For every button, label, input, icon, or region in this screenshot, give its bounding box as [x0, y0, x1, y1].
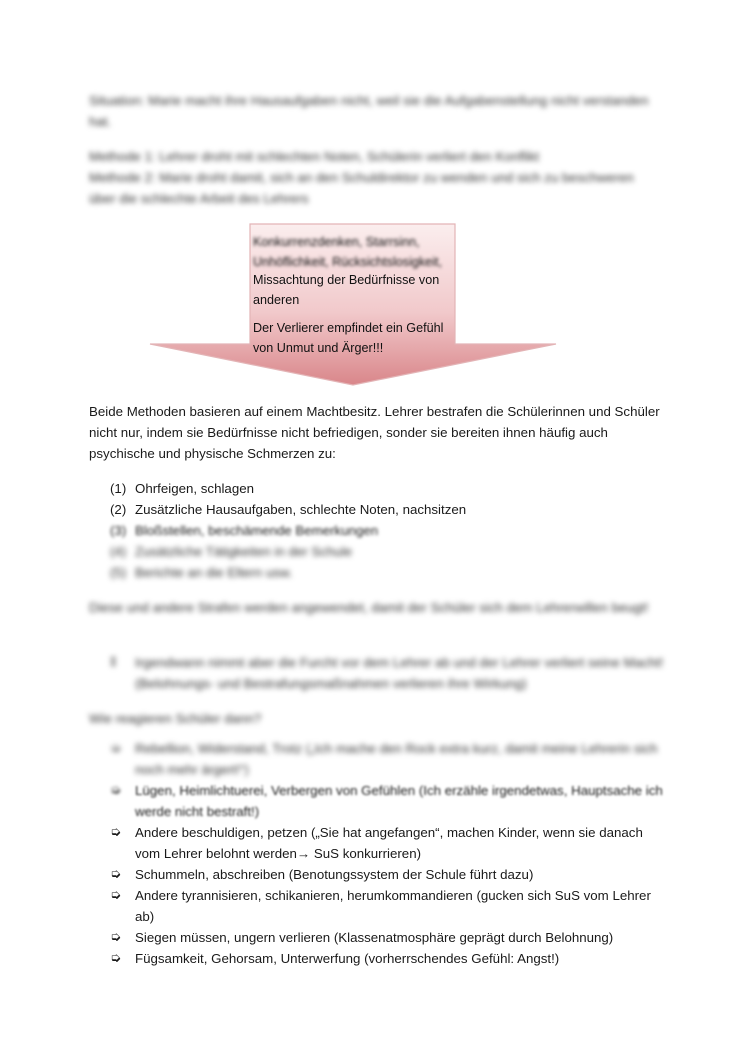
main-paragraph: Beide Methoden basieren auf einem Machtbesitz. Lehrer bestrafen die Schülerinnen und Schüler nicht nur, indem sie Bedürfnisse nicht befriedigen, sonder sie bereiten ihnen häufig auch psychische und physische Schmerzen zu:	[89, 404, 660, 461]
arrow-bullet-icon: ➭	[110, 930, 121, 945]
list-text: Berichte an die Eltern usw.	[135, 565, 293, 580]
method-2-text: Methode 2: Marie droht damit, sich an den Schuldirektor zu wenden und sich zu beschweren über die schlechte Arbeit des Lehrers	[89, 170, 634, 206]
list-number: (5)	[110, 565, 127, 580]
list-text: Bloßstellen, beschämende Bemerkungen	[135, 523, 379, 538]
note-item	[110, 652, 670, 694]
list-item	[110, 499, 670, 520]
dagger-icon: ‡	[110, 655, 117, 670]
arrow-bullet-icon: ➭	[110, 825, 121, 840]
numbered-list	[110, 478, 670, 583]
list-item	[110, 822, 670, 864]
list-text: Lügen, Heimlichtuerei, Verbergen von Gefühlen (Ich erzähle irgendetwas, Hauptsache ich werde nicht bestraft!)	[135, 783, 663, 819]
list-number: (4)	[110, 544, 127, 559]
list-text: Schummeln, abschreiben (Benotungssystem der Schule führt dazu)	[135, 867, 534, 882]
list-item	[110, 562, 670, 583]
down-arrow-graphic	[148, 222, 558, 387]
list-text: Rebellion, Widerstand, Trotz („Ich mache den Rock extra kurz, damit meine Lehrerin sich noch mehr ärgert!“)	[135, 741, 658, 777]
list-number: (2)	[110, 502, 127, 517]
list-item	[110, 738, 670, 780]
list-item	[110, 885, 670, 927]
list-number: (3)	[110, 523, 127, 538]
after-list-text: Diese und andere Strafen werden angewendet, damit der Schüler sich dem Lehrerwillen beugt!	[89, 600, 649, 615]
list-number: (1)	[110, 481, 127, 496]
arrow-bullet-icon: ➭	[110, 867, 121, 882]
list-text: Ohrfeigen, schlagen	[135, 481, 255, 496]
list-item	[110, 478, 670, 499]
list-item	[110, 948, 670, 969]
reactions-list	[110, 738, 670, 969]
arrow-bullet-icon: ➭	[110, 741, 121, 756]
note-text: Irgendwann nimmt aber die Furcht vor dem Lehrer ab und der Lehrer verliert seine Macht! (Belohnungs- und Bestrafungsmaßnahmen verlieren ihre Wirkung)	[135, 655, 664, 691]
arrow-bullet-icon: ➭	[110, 783, 121, 798]
situation-text: Situation: Marie macht ihre Hausaufgaben nicht, weil sie die Aufgabenstellung nicht verstanden hat.	[89, 93, 649, 129]
method-1-text: Methode 1: Lehrer droht mit schlechten Noten, Schülerin verliert den Konflikt	[89, 149, 540, 164]
list-text: Siegen müssen, ungern verlieren (Klassenatmosphäre geprägt durch Belohnung)	[135, 930, 614, 945]
list-item	[110, 927, 670, 948]
arrow-line-1: Konkurrenzdenken, Starrsinn, Unhöflichkeit, Rücksichtslosigkeit,	[253, 235, 442, 269]
arrow-bullet-icon: ➭	[110, 888, 121, 903]
arrow-bullet-icon: ➭	[110, 951, 121, 966]
list-text: Zusätzliche Hausaufgaben, schlechte Noten, nachsitzen	[135, 502, 467, 517]
list-item	[110, 520, 670, 541]
list-item	[110, 541, 670, 562]
arrow-line-2: Missachtung der Bedürfnisse von anderen	[253, 273, 440, 307]
note-block	[110, 652, 670, 694]
list-item	[110, 864, 670, 885]
list-text: Andere beschuldigen, petzen („Sie hat angefangen“, machen Kinder, wenn sie danach vom Lehrer belohnt werden→ SuS konkurrieren)	[135, 825, 643, 861]
list-text: Fügsamkeit, Gehorsam, Unterwerfung (vorherrschendes Gefühl: Angst!)	[135, 951, 560, 966]
list-text: Zusätzliche Tätigkeiten in der Schule	[135, 544, 353, 559]
arrow-line-3: Der Verlierer empfindet ein Gefühl von Unmut und Ärger!!!	[253, 321, 444, 355]
list-text: Andere tyrannisieren, schikanieren, herumkommandieren (gucken sich SuS vom Lehrer ab)	[135, 888, 651, 924]
list-item	[110, 780, 670, 822]
question-text: Wie reagieren Schüler dann?	[89, 711, 262, 726]
